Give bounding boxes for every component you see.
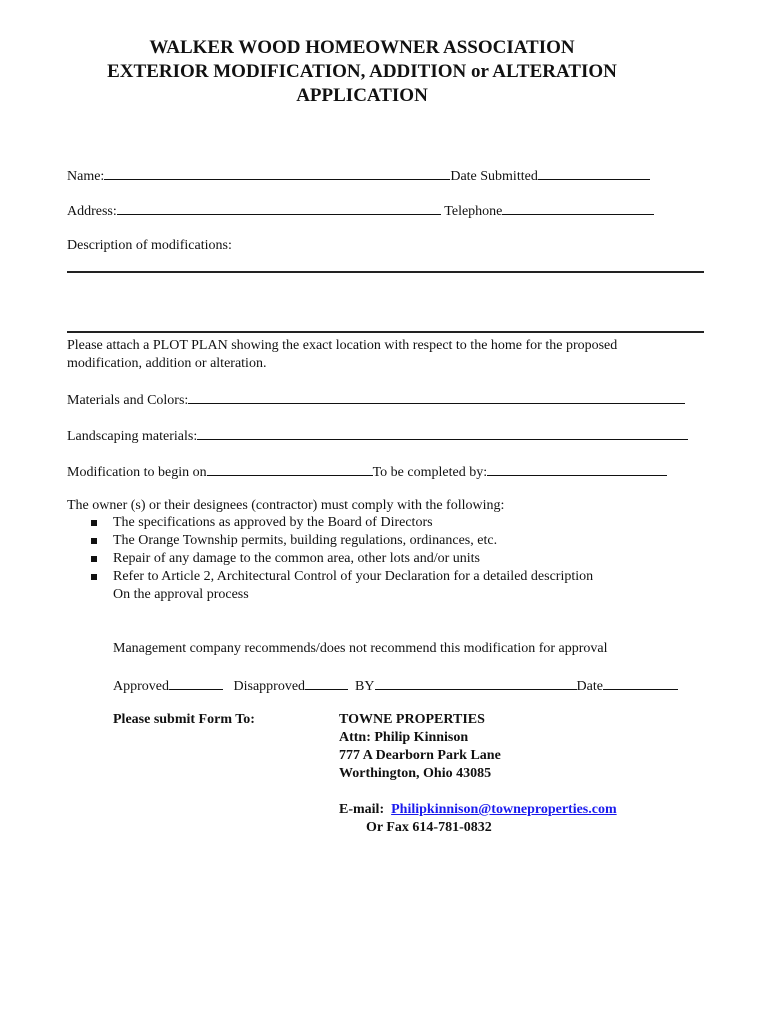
- landscaping-label: Landscaping materials:: [67, 429, 198, 444]
- bullet-square-icon: [91, 574, 97, 580]
- date-submitted-label: Date Submitted: [450, 169, 538, 184]
- completed-label: To be completed by:: [372, 465, 488, 480]
- form-title-line-3: APPLICATION: [296, 85, 428, 106]
- landscaping-field[interactable]: [197, 426, 688, 440]
- materials-label: Materials and Colors:: [67, 393, 189, 408]
- date-submitted-field[interactable]: [538, 166, 650, 180]
- approved-field[interactable]: [169, 676, 223, 690]
- materials-field[interactable]: [188, 390, 685, 404]
- bullet-square-icon: [91, 538, 97, 544]
- email-link[interactable]: Philipkinnison@towneproperties.com: [391, 802, 617, 817]
- submit-attn: Attn: Philip Kinnison: [339, 730, 469, 745]
- description-line-2[interactable]: [67, 331, 704, 333]
- list-item: The specifications as approved by the Board of Directors: [86, 514, 593, 532]
- list-item-continuation: On the approval process: [113, 587, 249, 602]
- address-row: [67, 201, 654, 221]
- approval-date-label: Date: [576, 679, 603, 694]
- management-recommend-text: Management company recommends/does not recommend this modification for approval: [113, 641, 608, 656]
- materials-row: [67, 390, 685, 410]
- disapproved-field[interactable]: [305, 676, 348, 690]
- plot-plan-note-line-1: Please attach a PLOT PLAN showing the exact location with respect to the home for the proposed: [67, 338, 618, 353]
- name-field[interactable]: [104, 166, 450, 180]
- list-item: The Orange Township permits, building regulations, ordinances, etc.: [86, 532, 593, 550]
- submit-company: TOWNE PROPERTIES: [339, 712, 485, 727]
- form-title-line-1: WALKER WOOD HOMEOWNER ASSOCIATION: [149, 37, 575, 58]
- address-label: Address:: [67, 204, 117, 219]
- name-row: [67, 166, 650, 186]
- list-item: Repair of any damage to the common area, other lots and/or units: [86, 550, 593, 568]
- by-field[interactable]: [375, 676, 577, 690]
- telephone-field[interactable]: [502, 201, 654, 215]
- requirements-list: [86, 514, 593, 604]
- address-field[interactable]: [117, 201, 441, 215]
- disapproved-label: Disapproved: [233, 679, 306, 694]
- description-label: Description of modifications:: [67, 238, 232, 253]
- begin-date-field[interactable]: [207, 462, 373, 476]
- requirements-intro: The owner (s) or their designees (contractor) must comply with the following:: [67, 498, 505, 513]
- bullet-square-icon: [91, 556, 97, 562]
- approval-date-field[interactable]: [603, 676, 678, 690]
- begin-label: Modification to begin on: [67, 465, 207, 480]
- approval-row: [113, 676, 678, 696]
- submit-street: 777 A Dearborn Park Lane: [339, 748, 501, 763]
- fax-line: Or Fax 614-781-0832: [366, 820, 492, 835]
- email-row: [339, 801, 617, 819]
- approved-label: Approved: [113, 679, 169, 694]
- description-line-1[interactable]: [67, 271, 704, 273]
- list-item: Refer to Article 2, Architectural Control of your Declaration for a detailed description: [86, 568, 593, 586]
- telephone-label: Telephone: [444, 204, 503, 219]
- submit-city: Worthington, Ohio 43085: [339, 766, 492, 781]
- name-label: Name:: [67, 169, 105, 184]
- completed-date-field[interactable]: [487, 462, 667, 476]
- bullet-square-icon: [91, 520, 97, 526]
- email-label: E-mail:: [339, 802, 385, 817]
- form-title-line-2: EXTERIOR MODIFICATION, ADDITION or ALTERATION: [107, 61, 617, 82]
- plot-plan-note-line-2: modification, addition or alteration.: [67, 356, 267, 371]
- by-label: BY: [355, 679, 375, 694]
- submit-form-label: Please submit Form To:: [113, 712, 255, 727]
- schedule-row: [67, 462, 667, 482]
- landscaping-row: [67, 426, 688, 446]
